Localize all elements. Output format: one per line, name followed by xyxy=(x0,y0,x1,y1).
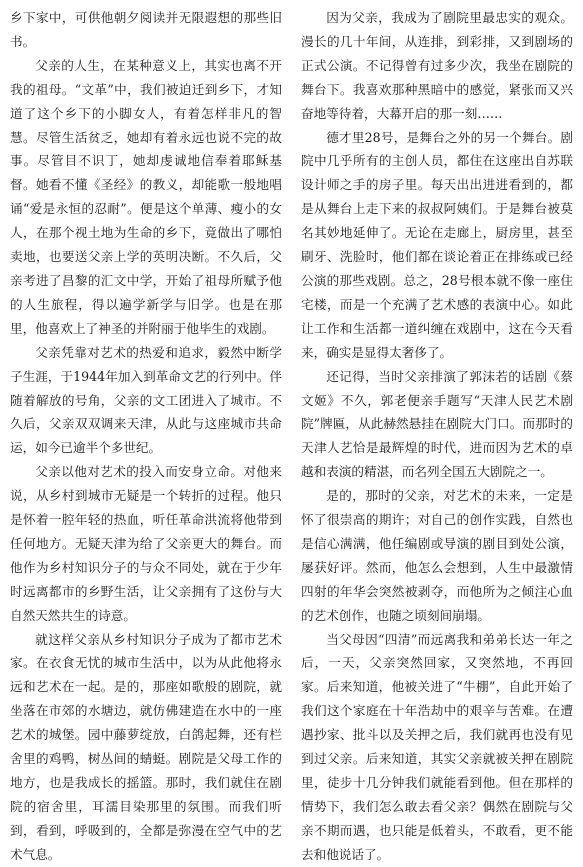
paragraph: 乡下家中，可供他朝夕阅读并无限遐想的那些旧书。 xyxy=(10,10,282,49)
right-column xyxy=(301,6,573,867)
paragraph: 因为父亲，我成为了剧院里最忠实的观众。漫长的几十年间，从连排，到彩排，又到剧场的正式公演。不记得曾有过多少次，我坐在剧院的舞台下。我喜欢那种黑暗中的感觉，紧张而又兴奋地等待着，大幕开启的那一刻…… xyxy=(301,10,573,121)
paragraph: 就这样父亲从乡村知识分子成为了都市艺术家。在衣食无忧的城市生活中，以为从此他将永远和艺术在一起。是的，那座如歌般的剧院，就坐落在市郊的水塘边，就仿佛建造在水中的一座艺术的城堡。园中藤萝绽放，白鸽起舞，还有栏舍里的鸡鸭，树丛间的蜻蜓。剧院是父母工作的地方，也是我成长的摇篮。那时，我们就住在剧院的宿舍里，耳濡目染那里的氛围。而我们听到，看到，呼吸到的，全都是弥漫在空气中的艺术气息。 xyxy=(10,631,282,862)
paragraph: 父亲凭靠对艺术的热爱和追求，毅然中断学子生涯，于1944年加入到革命文艺的行列中。伴随着解放的号角，父亲的文工团进入了城市。不久后，父亲双双调来天津，从此与这座城市共命运，如今已逾半个多世纪。 xyxy=(10,344,282,456)
paragraph: 父亲的人生，在某种意义上，其实也离不开我的祖母。“文革”中，我们被迫迁到乡下，才知道了这个乡下的小脚女人，有着怎样非凡的智慧。尽管生活贫乏，她却有着永远也说不完的故事。尽管目不识丁，她却虔诚地信奉着耶稣基督。她看不懂《圣经》的教义，却能歌一般地唱诵“爱是永恒的忍耐”。便是这个单薄、瘦小的女人，在那个视土地为生命的乡下，竟做出了哪怕卖地，也要送父亲上学的英明决断。不久后，父亲考进了昌黎的汇文中学，开始了祖母所赋予他的人生旅程，得以遍学新学与旧学。也是在那里，他喜欢上了神圣的并附丽于他毕生的戏剧。 xyxy=(10,57,282,336)
paragraph: 还记得，当时父亲排演了郭沫若的话剧《蔡文姬》不久，郭老便亲手题写“天津人民艺术剧院”牌匾，从此赫然悬挂在剧院大门口。而那时的天津人艺恰是最辉煌的时代，进而因为艺术的卓越和表演的精湛，而名列全国五大剧院之一。 xyxy=(301,368,573,480)
article-body xyxy=(10,6,573,867)
paragraph: 德才里28号，是舞台之外的另一个舞台。剧院中几乎所有的主创人员，都住在这座出自苏联设计师之手的房子里。每天出出进进看到的，都是从舞台上走下来的叔叔阿姨们。于是舞台被莫名其妙地延伸了。无论在走廊上，厨房里，甚至刷牙、洗脸时，他们都在谈论着正在排练或已经公演的那些戏剧。总之，28号根本就不像一座住宅楼，而是一个充满了艺术感的表演中心。如此让工作和生活都一道纠缠在戏剧中，这在今天看来，确实是显得太奢侈了。 xyxy=(301,129,573,360)
paragraph: 当父母因“四清”而远离我和弟弟长达一年之后，一天，父亲突然回家，又突然地，不再回家。后来知道，他被关进了“牛棚”，自此开始了我们这个家庭在十年浩劫中的艰辛与苦难。在遭遇抄家、批斗以及关押之后，我们就再也没有见到过父亲。后来知道，其实父亲就被关押在剧院里，徒步十几分钟我们就能看到他。但在那样的情势下，我们怎么敢去看父亲？偶然在剧院与父亲不期而遇，也只能是低着头，不敢看，更不能去和他说话了。 xyxy=(301,631,573,862)
paragraph: 是的，那时的父亲，对艺术的未来，一定是怀了很崇高的期许；对自己的创作实践，自然也是信心满满，他任编剧或导演的剧目到处公演，屡获好评。然而，他怎么会想到，人生中最激情四射的年华会突然被剥夺，而他所为之倾注心血的艺术创作，也随之顷刻间崩塌。 xyxy=(301,488,573,623)
paragraph: 父亲以他对艺术的投入而安身立命。对他来说，从乡村到城市无疑是一个转折的过程。他只是怀着一腔年轻的热血，听任革命洪流将他带到任何地方。无疑天津为给了父亲更大的舞台。而他作为乡村知识分子的与众不同处，就在于少年时远离都市的乡野生活，让父亲拥有了这份与大自然天然共生的诗意。 xyxy=(10,464,282,623)
left-column xyxy=(10,6,282,867)
